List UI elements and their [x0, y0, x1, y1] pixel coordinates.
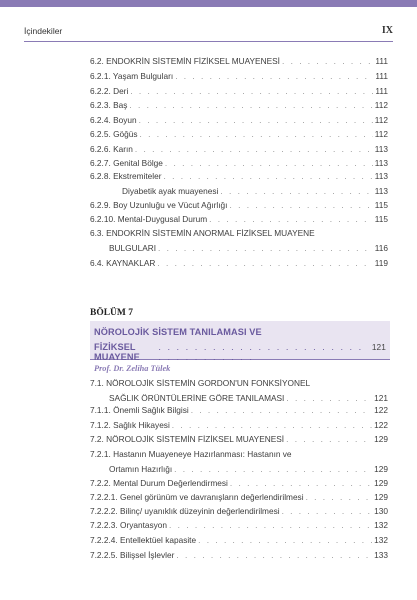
toc-entry-page: 129 — [374, 464, 388, 474]
toc-entry-line — [90, 420, 388, 430]
toc-entry-title: ENDOKRİN SİSTEMİN FİZİKSEL MUAYENESİ — [106, 56, 280, 66]
leader-dots — [229, 200, 372, 210]
toc-entry-line — [90, 158, 388, 168]
toc-entry-line — [90, 144, 388, 154]
toc-entry-line — [90, 492, 388, 502]
leader-dots — [158, 342, 370, 362]
toc-entry-text — [90, 71, 173, 81]
toc-entry-text — [90, 449, 292, 459]
toc-entry-title-continued: BULGULARI — [109, 243, 157, 253]
toc-entry-page: 115 — [374, 214, 388, 224]
toc-entry-page: 121 — [374, 393, 388, 403]
toc-entry-number: 6.2.5. — [90, 129, 111, 139]
toc-entry-page: 112 — [374, 100, 388, 110]
toc-entry-number: 6.2.10. — [90, 214, 116, 224]
toc-entry-page: 111 — [375, 86, 388, 96]
toc-entry-title: Mental-Duygusal Durum — [117, 214, 208, 224]
toc-entry-text — [90, 405, 189, 415]
toc-entry[interactable] — [90, 171, 388, 181]
toc-entry-text — [90, 378, 310, 388]
toc-entry-title: Diyabetik ayak muayenesi — [122, 186, 219, 196]
chapter-title-box[interactable] — [90, 321, 390, 360]
toc-entry-number: 6.2.6. — [90, 144, 111, 154]
toc-entry-title-continued: SAĞLIK ÖRÜNTÜLERİNE GÖRE TANILAMASI — [109, 393, 285, 403]
chapter-title-line2-row — [94, 342, 386, 362]
toc-entry-title: Mental Durum Değerlendirmesi — [113, 478, 228, 488]
leader-dots — [220, 186, 372, 196]
toc-entry-text — [90, 535, 196, 545]
toc-entry-number: 6.2.2. — [90, 86, 111, 96]
toc-entry-line — [90, 520, 388, 530]
toc-entry-text — [90, 492, 304, 502]
toc-entry[interactable] — [90, 492, 388, 502]
toc-entry-page: 122 — [374, 405, 388, 415]
toc-entry-text — [90, 434, 284, 444]
toc-entry-number: 6.3. — [90, 228, 104, 238]
toc-entry-number: 7.2.2. — [90, 478, 111, 488]
toc-entry-title: NÖROLOJİK SİSTEMİN FİZİKSEL MUAYENESİ — [106, 434, 285, 444]
leader-dots — [135, 144, 373, 154]
toc-entry[interactable] — [90, 158, 388, 168]
leader-dots — [169, 520, 372, 530]
toc-entry[interactable] — [90, 434, 388, 444]
toc-entry[interactable] — [90, 129, 388, 139]
toc-entry[interactable] — [90, 449, 388, 474]
toc-entry-title: Baş — [113, 100, 128, 110]
toc-entry-text — [90, 115, 137, 125]
toc-entry-title: Genital Bölge — [113, 158, 163, 168]
toc-entry[interactable] — [90, 71, 388, 81]
leader-dots — [209, 214, 373, 224]
leader-dots — [129, 100, 372, 110]
toc-entry-text — [90, 56, 280, 66]
toc-entry-number: 7.2.2.3. — [90, 520, 118, 530]
toc-entry-line — [90, 535, 388, 545]
toc-entry-text — [90, 129, 138, 139]
toc-entry-title: Oryantasyon — [120, 520, 168, 530]
toc-entry-text — [90, 478, 228, 488]
header-section-title: İçindekiler — [24, 26, 63, 36]
toc-entry[interactable] — [90, 520, 388, 530]
toc-entry-page: 122 — [374, 420, 388, 430]
toc-entry-line — [90, 86, 388, 96]
toc-entry-page: 119 — [374, 258, 388, 268]
toc-entry-line — [90, 506, 388, 516]
toc-entry-page: 112 — [374, 115, 388, 125]
leader-dots — [306, 492, 373, 502]
toc-entry-page: 113 — [374, 171, 388, 181]
toc-entry-page: 115 — [374, 200, 388, 210]
toc-entry-number: 6.2.8. — [90, 171, 111, 181]
toc-entry-title: Boyun — [113, 115, 137, 125]
toc-entry-text — [90, 171, 162, 181]
toc-entry[interactable] — [90, 144, 388, 154]
chapter-title-line1: NÖROLOJİK SİSTEM TANILAMASI VE — [94, 327, 262, 337]
toc-entry-page: 111 — [375, 71, 388, 81]
toc-entry-page: 111 — [375, 56, 388, 66]
toc-entry-page: 129 — [374, 492, 388, 502]
toc-entry-number: 7.2.2.5. — [90, 550, 118, 560]
toc-entry[interactable] — [90, 86, 388, 96]
toc-entry-line — [90, 200, 388, 210]
toc-entry-line — [90, 378, 388, 388]
toc-entry-page: 133 — [374, 550, 388, 560]
leader-dots — [230, 478, 372, 488]
toc-entry-title: Boy Uzunluğu ve Vücut Ağırlığı — [113, 200, 228, 210]
toc-entry-title: Sağlık Hikayesi — [113, 420, 170, 430]
chapter-label: BÖLÜM 7 — [90, 308, 134, 318]
toc-entry[interactable] — [90, 405, 388, 415]
leader-dots — [174, 464, 372, 474]
toc-entry-line — [90, 214, 388, 224]
toc-entry-page: 113 — [374, 186, 388, 196]
toc-entry[interactable] — [90, 506, 388, 516]
toc-entry-text — [90, 550, 174, 560]
toc-entry-number: 6.2.7. — [90, 158, 111, 168]
leader-dots — [130, 86, 373, 96]
toc-entry-text — [90, 200, 227, 210]
toc-entry[interactable] — [90, 200, 388, 210]
leader-dots — [198, 535, 372, 545]
toc-entry-number: 7.1. — [90, 378, 104, 388]
toc-entry[interactable] — [90, 535, 388, 545]
toc-entry-page: 113 — [374, 158, 388, 168]
toc-entry-line — [90, 186, 388, 196]
toc-entry[interactable] — [90, 420, 388, 430]
toc-entry-text — [90, 420, 170, 430]
toc-entry[interactable] — [90, 214, 388, 224]
header-divider — [24, 41, 393, 42]
chapter-page: 121 — [371, 342, 386, 352]
toc-entry-number: 7.2.2.1. — [90, 492, 118, 502]
toc-entry-number: 7.2.1. — [90, 449, 111, 459]
toc-entry-title: Ekstremiteler — [113, 171, 162, 181]
toc-entry-line — [90, 71, 388, 81]
leader-dots — [164, 171, 373, 181]
toc-entry[interactable] — [90, 100, 388, 110]
toc-entry-text — [90, 100, 127, 110]
toc-entry-line — [90, 129, 388, 139]
toc-entry[interactable] — [90, 478, 388, 488]
toc-entry-title: Entellektüel kapasite — [120, 535, 197, 545]
toc-entry-line — [90, 434, 388, 444]
leader-dots — [286, 434, 372, 444]
toc-entry-title: Hastanın Muayeneye Hazırlanması: Hastanın ve — [113, 449, 292, 459]
toc-entry[interactable] — [90, 56, 388, 66]
chapter-title-line2: FİZİKSEL MUAYENE — [94, 342, 140, 362]
toc-entry-number: 7.1.1. — [90, 405, 111, 415]
leader-dots — [165, 158, 373, 168]
toc-entry-text — [90, 86, 128, 96]
toc-entry-page: 130 — [374, 506, 388, 516]
toc-entry-number: 6.4. — [90, 258, 104, 268]
leader-dots — [191, 405, 372, 415]
toc-entry-page: 129 — [374, 434, 388, 444]
toc-entry-number: 6.2.1. — [90, 71, 111, 81]
toc-entry-number: 6.2.4. — [90, 115, 111, 125]
toc-entry-title: ENDOKRİN SİSTEMİN ANORMAL FİZİKSEL MUAYENE — [106, 228, 315, 238]
toc-entry-line — [90, 464, 388, 474]
toc-entry-page: 113 — [374, 144, 388, 154]
leader-dots — [176, 550, 372, 560]
leader-dots — [175, 71, 373, 81]
toc-entry-title: Göğüs — [113, 129, 138, 139]
toc-entry-title: Bilişsel İşlevler — [120, 550, 175, 560]
toc-entry-number: 7.1.2. — [90, 420, 111, 430]
toc-entry-text — [90, 228, 315, 238]
toc-entry-title: KAYNAKLAR — [106, 258, 156, 268]
toc-entry-text — [90, 214, 207, 224]
toc-entry-line — [90, 243, 388, 253]
leader-dots — [286, 393, 372, 403]
toc-entry-text — [90, 144, 133, 154]
toc-entry-line — [90, 478, 388, 488]
toc-entry-title: Önemli Sağlık Bilgisi — [113, 405, 189, 415]
leader-dots — [140, 129, 373, 139]
toc-entry-number: 6.2.3. — [90, 100, 111, 110]
toc-entry-text — [90, 186, 218, 196]
toc-entry-page: 112 — [374, 129, 388, 139]
toc-entry-title: Deri — [113, 86, 129, 96]
toc-entry-title: NÖROLOJİK SİSTEMİN GORDON'UN FONKSİYONEL — [106, 378, 311, 388]
toc-entry-title: Karın — [113, 144, 133, 154]
toc-entry[interactable] — [90, 186, 388, 196]
chapter-author: Prof. Dr. Zeliha Tülek — [94, 364, 171, 373]
toc-entry-text — [90, 520, 167, 530]
toc-entry-number: 7.2. — [90, 434, 104, 444]
header-page-number: IX — [381, 25, 393, 36]
toc-entry-number: 6.2.9. — [90, 200, 111, 210]
toc-entry-text — [90, 158, 163, 168]
leader-dots — [282, 506, 373, 516]
toc-entry[interactable] — [90, 378, 388, 403]
toc-entry-page: 132 — [374, 520, 388, 530]
toc-entry-text — [90, 506, 280, 516]
toc-entry[interactable] — [90, 258, 388, 268]
toc-entry-title: Bilinç/ uyanıklık düzeyinin değerlendirilmesi — [120, 506, 280, 516]
toc-entry-line — [90, 393, 388, 403]
leader-dots — [139, 115, 373, 125]
toc-entry-number: 7.2.2.4. — [90, 535, 118, 545]
toc-entry[interactable] — [90, 550, 388, 560]
toc-entry-number: 6.2. — [90, 56, 104, 66]
page-header — [24, 26, 393, 40]
toc-entry-title: Yaşam Bulguları — [112, 71, 174, 81]
toc-entry-line — [90, 100, 388, 110]
toc-entry-text — [90, 258, 155, 268]
toc-entry-title-continued: Ortamın Hazırlığı — [109, 464, 173, 474]
toc-entry-line — [90, 449, 388, 459]
toc-entry-line — [90, 115, 388, 125]
toc-entry-line — [90, 228, 388, 238]
toc-entry-number: 7.2.2.2. — [90, 506, 118, 516]
toc-entry-line — [90, 258, 388, 268]
toc-entry[interactable] — [90, 228, 388, 253]
leader-dots — [172, 420, 372, 430]
leader-dots — [282, 56, 373, 66]
toc-entry-page: 132 — [374, 535, 388, 545]
top-accent-bar — [0, 0, 417, 7]
leader-dots — [158, 243, 373, 253]
toc-entry-line — [90, 56, 388, 66]
toc-entry-line — [90, 171, 388, 181]
toc-entry-line — [90, 550, 388, 560]
toc-entry-page: 116 — [374, 243, 388, 253]
leader-dots — [157, 258, 372, 268]
toc-entry[interactable] — [90, 115, 388, 125]
toc-entry-title: Genel görünüm ve davranışların değerlendirilmesi — [120, 492, 304, 502]
toc-entry-page: 129 — [374, 478, 388, 488]
toc-entry-line — [90, 405, 388, 415]
